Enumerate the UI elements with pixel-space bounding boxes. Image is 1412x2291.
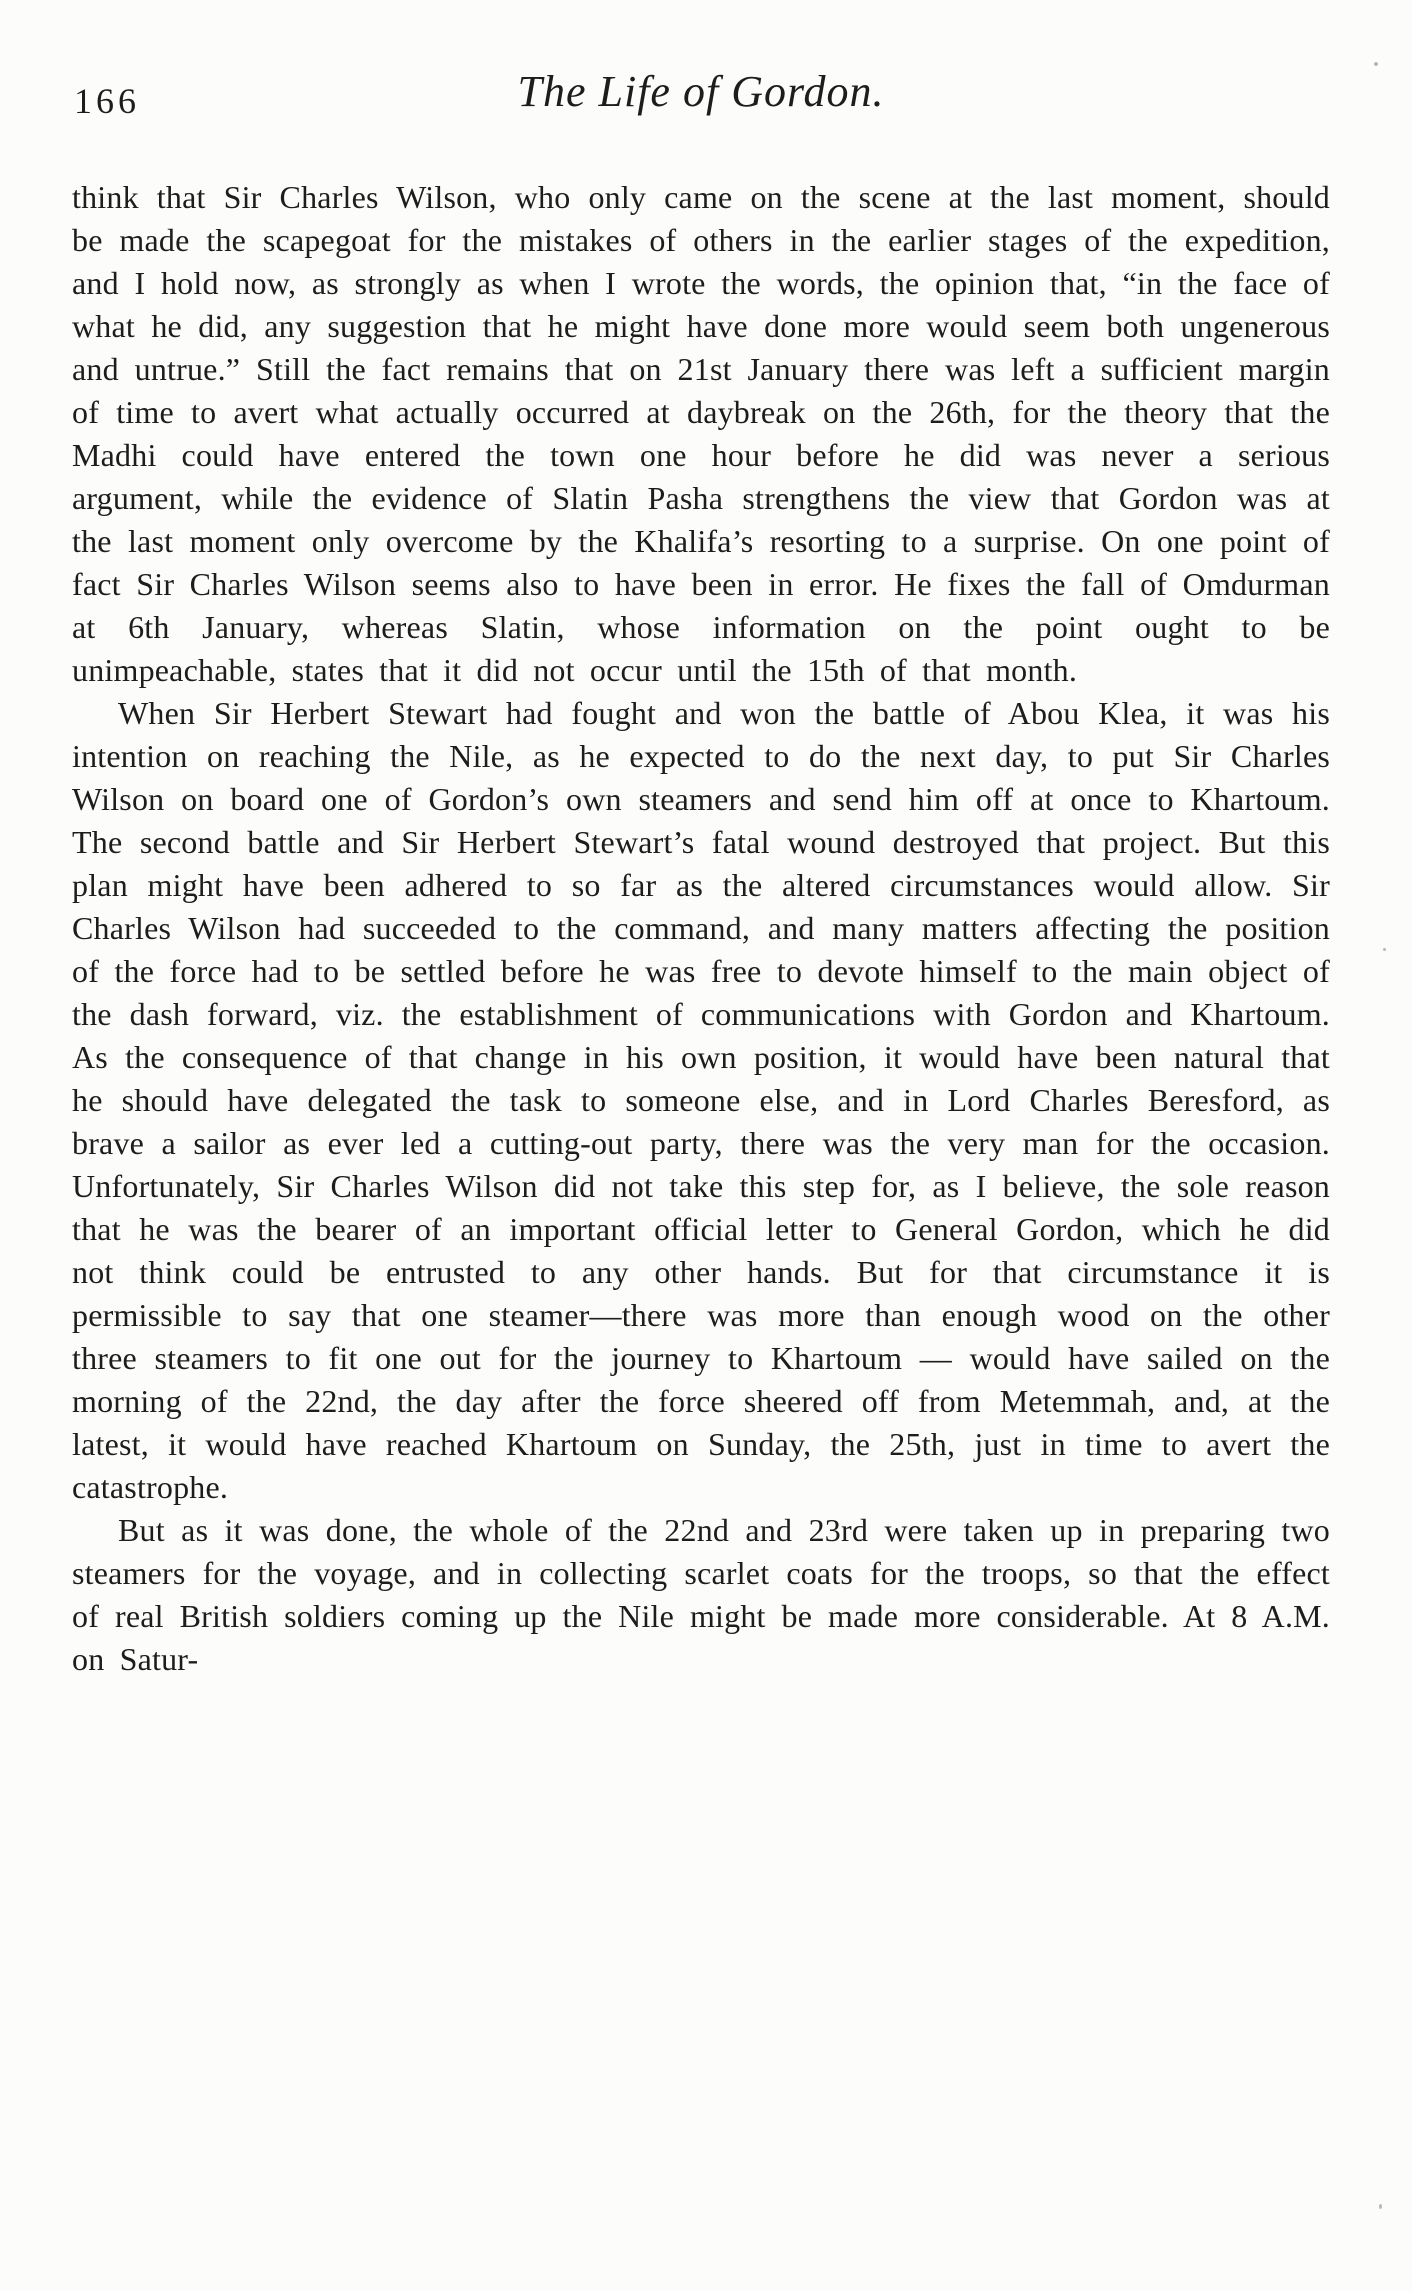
page-body <box>72 176 1330 1681</box>
page-header <box>72 64 1330 142</box>
paragraph: When Sir Herbert Stewart had fought and won the battle of Abou Klea, it was his intention on reaching the Nile, as he expected to do the next day, to put Sir Charles Wilson on board one of Gordon’s own steamers and send him off at once to Khartoum. The second battle and Sir Herbert Stewart’s fatal wound destroyed that project. But this plan might have been adhered to so far as the altered circumstances would allow. Sir Charles Wilson had succeeded to the command, and many matters affecting the position of the force had to be settled before he was free to devote himself to the main object of the dash forward, viz. the establishment of communications with Gordon and Khartoum. As the consequence of that change in his own position, it would have been natural that he should have delegated the task to someone else, and in Lord Charles Beresford, as brave a sailor as ever led a cutting-out party, there was the very man for the occasion. Unfortunately, Sir Charles Wilson did not take this step for, as I believe, the sole reason that he was the bearer of an important official letter to General Gordon, which he did not think could be entrusted to any other hands. But for that circumstance it is permissible to say that one steamer—there was more than enough wood on the other three steamers to fit one out for the journey to Khartoum — would have sailed on the morning of the 22nd, the day after the force sheered off from Metemmah, and, at the latest, it would have reached Khartoum on Sunday, the 25th, just in time to avert the catastrophe. <box>72 695 1330 1505</box>
running-title: The Life of Gordon. <box>517 67 885 116</box>
paragraph: But as it was done, the whole of the 22nd and 23rd were taken up in preparing two steamers for the voyage, and in collecting scarlet coats for the troops, so that the effect of real British soldiers coming up the Nile might be made more considerable. At 8 A.M. on Satur- <box>72 1512 1330 1677</box>
scan-speck <box>1374 62 1378 66</box>
scan-speck <box>1383 948 1386 951</box>
paragraph: think that Sir Charles Wilson, who only came on the scene at the last moment, should be made the scapegoat for the mistakes of others in the earlier stages of the expedition, and I hold now, as strongly as when I wrote the words, the opinion that, “in the face of what he did, any suggestion that he might have done more would seem both ungenerous and untrue.” Still the fact remains that on 21st January there was left a sufficient margin of time to avert what actually occurred at daybreak on the 26th, for the theory that the Madhi could have entered the town one hour before he did was never a serious argument, while the evidence of Slatin Pasha strengthens the view that Gordon was at the last moment only overcome by the Khalifa’s resorting to a surprise. On one point of fact Sir Charles Wilson seems also to have been in error. He fixes the fall of Omdurman at 6th January, whereas Slatin, whose information on the point ought to be unimpeachable, states that it did not occur until the 15th of that month. <box>72 179 1330 688</box>
page-number: 166 <box>74 81 140 121</box>
scan-speck <box>1379 2204 1382 2209</box>
